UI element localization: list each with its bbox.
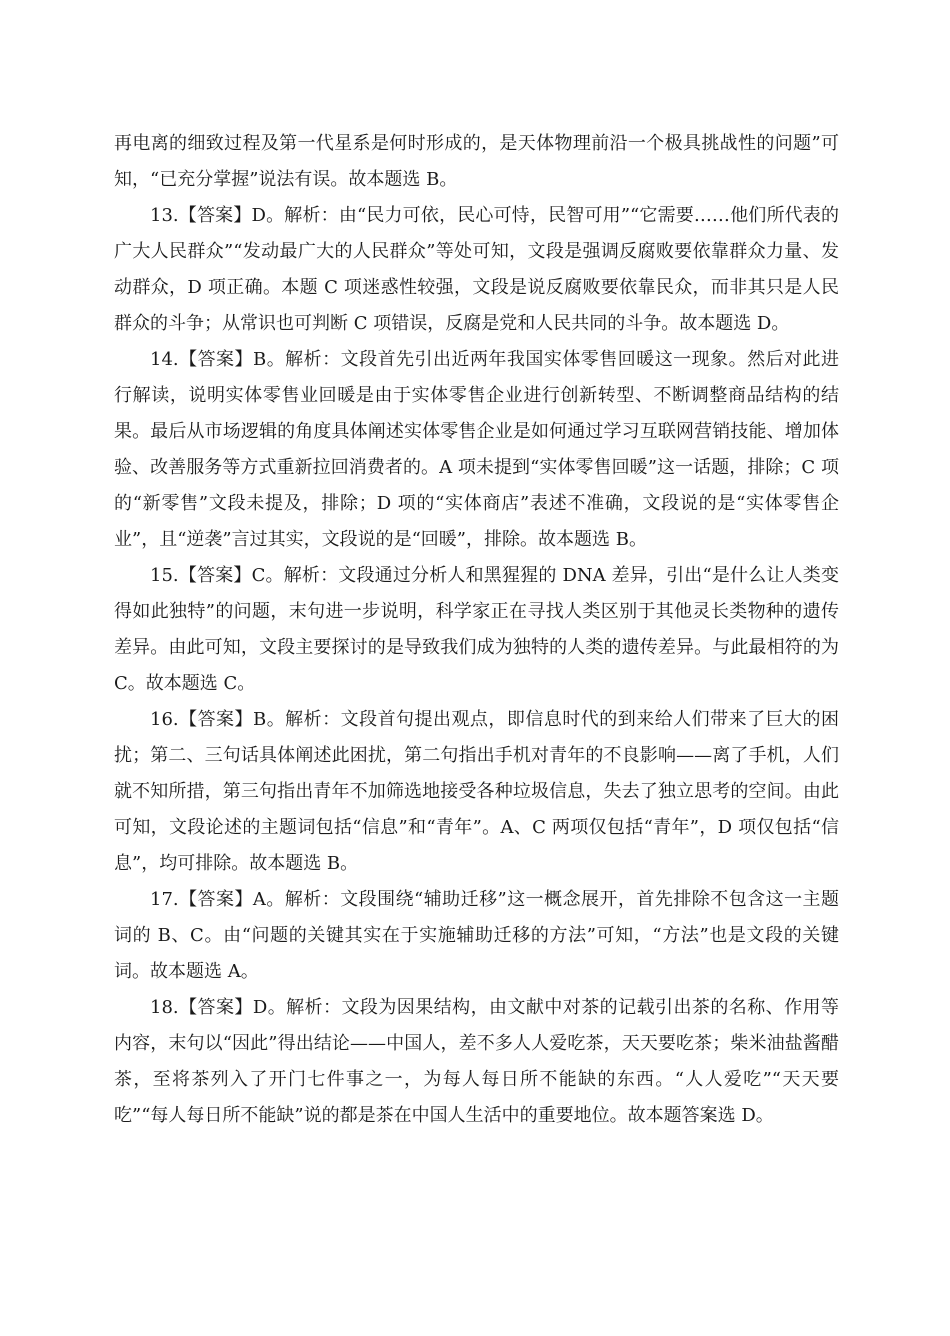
document-page: [114, 126, 839, 1134]
answer-17-paragraph: 17.【答案】A。解析：文段围绕“辅助迁移”这一概念展开，首先排除不包含这一主题词的 B、C。由“问题的关键其实在于实施辅助迁移的方法”可知，“方法”也是文段的关键词。故本题选 A。: [114, 889, 839, 982]
answer-16-paragraph: 16.【答案】B。解析：文段首句提出观点，即信息时代的到来给人们带来了巨大的困扰；第二、三句话具体阐述此困扰，第二句指出手机对青年的不良影响——离了手机，人们就不知所措，第三句指出青年不加筛选地接受各种垃圾信息，失去了独立思考的空间。由此可知，文段论述的主题词包括“信息”和“青年”。A、C 两项仅包括“青年”，D 项仅包括“信息”，均可排除。故本题选 B。: [114, 709, 839, 874]
answer-13-paragraph: 13.【答案】D。解析：由“民力可依，民心可恃，民智可用”“它需要……他们所代表的广大人民群众”“发动最广大的人民群众”等处可知，文段是强调反腐败要依靠群众力量、发动群众，D 项正确。本题 C 项迷惑性较强，文段是说反腐败要依靠民众，而非其只是人民群众的斗争；从常识也可判断 C 项错误，反腐是党和人民共同的斗争。故本题选 D。: [114, 205, 839, 334]
answer-18-paragraph: 18.【答案】D。解析：文段为因果结构，由文献中对茶的记载引出茶的名称、作用等内容，末句以“因此”得出结论——中国人，差不多人人爱吃茶，天天要吃茶；柴米油盐酱醋茶，至将茶列入了开门七件事之一，为每人每日所不能缺的东西。“人人爱吃”“天天要吃”“每人每日所不能缺”说的都是茶在中国人生活中的重要地位。故本题答案选 D。: [114, 997, 839, 1126]
answer-15-paragraph: 15.【答案】C。解析：文段通过分析人和黑猩猩的 DNA 差异，引出“是什么让人类变得如此独特”的问题，末句进一步说明，科学家正在寻找人类区别于其他灵长类物种的遗传差异。由此可知，文段主要探讨的是导致我们成为独特的人类的遗传差异。与此最相符的为 C。故本题选 C。: [114, 565, 839, 694]
answer-14-paragraph: 14.【答案】B。解析：文段首先引出近两年我国实体零售回暖这一现象。然后对此进行解读，说明实体零售业回暖是由于实体零售企业进行创新转型、不断调整商品结构的结果。最后从市场逻辑的角度具体阐述实体零售企业是如何通过学习互联网营销技能、增加体验、改善服务等方式重新拉回消费者的。A 项未提到“实体零售回暖”这一话题，排除；C 项的“新零售”文段未提及，排除；D 项的“实体商店”表述不准确，文段说的是“实体零售企业”，且“逆袭”言过其实，文段说的是“回暖”，排除。故本题选 B。: [114, 349, 839, 550]
paragraph-continuation: 再电离的细致过程及第一代星系是何时形成的，是天体物理前沿一个极具挑战性的问题”可知，“已充分掌握”说法有误。故本题选 B。: [114, 133, 839, 190]
